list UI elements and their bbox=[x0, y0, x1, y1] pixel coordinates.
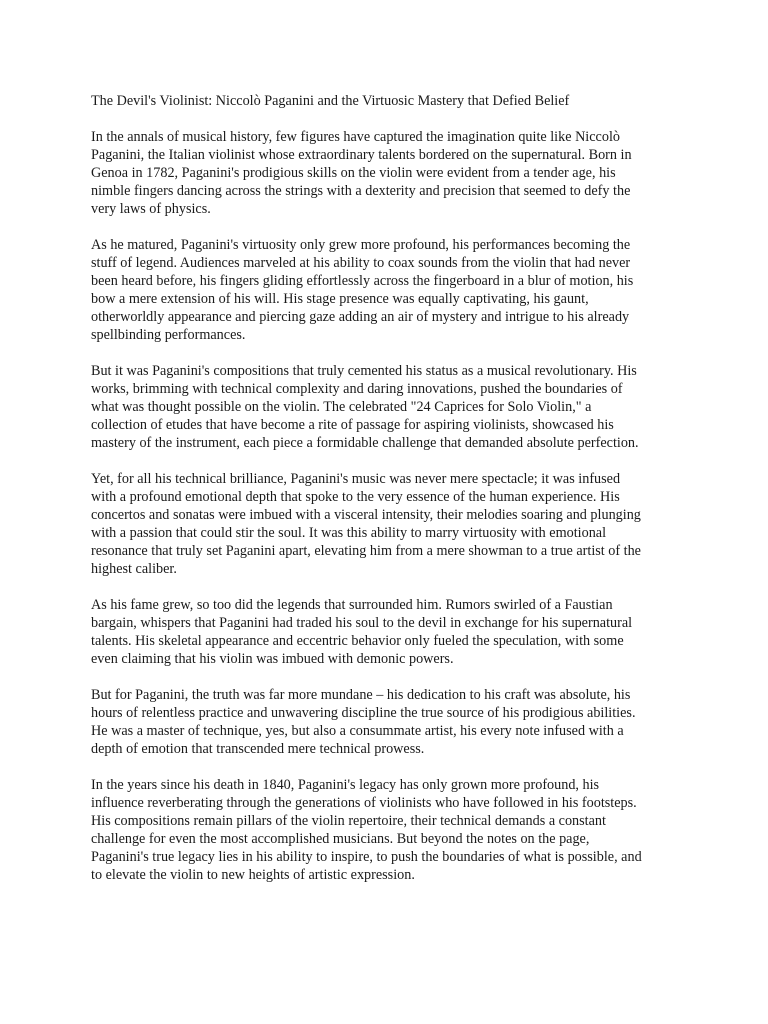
text-line: depth of emotion that transcended mere technical prowess. bbox=[91, 741, 425, 757]
text-line: to elevate the violin to new heights of artistic expression. bbox=[91, 867, 415, 883]
text-line: otherworldly appearance and piercing gaze adding an air of mystery and intrigue to his already bbox=[91, 309, 630, 325]
text-line: As his fame grew, so too did the legends that surrounded him. Rumors swirled of a Faustian bbox=[91, 597, 613, 613]
text-line: In the annals of musical history, few figures have captured the imagination quite like Niccolò bbox=[91, 129, 620, 145]
document-body bbox=[91, 128, 681, 884]
text-line: works, brimming with technical complexity and daring innovations, pushed the boundaries of bbox=[91, 381, 623, 397]
text-line: with a profound emotional depth that spoke to the very essence of the human experience. His bbox=[91, 489, 620, 505]
document-title: The Devil's Violinist: Niccolò Paganini and the Virtuosic Mastery that Defied Belief bbox=[91, 93, 570, 109]
text-line: concertos and sonatas were imbued with a visceral intensity, their melodies soaring and plunging bbox=[91, 507, 641, 523]
paragraph-2 bbox=[91, 236, 681, 344]
text-line: resonance that truly set Paganini apart, elevating him from a mere showman to a true artist of the bbox=[91, 543, 641, 559]
text-line: nimble fingers dancing across the strings with a dexterity and precision that seemed to defy the bbox=[91, 183, 631, 199]
text-line: He was a master of technique, yes, but also a consummate artist, his every note infused with a bbox=[91, 723, 624, 739]
paragraph-3 bbox=[91, 362, 681, 452]
text-line: bargain, whispers that Paganini had traded his soul to the devil in exchange for his supernatural bbox=[91, 615, 633, 631]
text-line: As he matured, Paganini's virtuosity only grew more profound, his performances becoming the bbox=[91, 237, 631, 253]
text-line: Paganini, the Italian violinist whose extraordinary talents bordered on the supernatural. Born in bbox=[91, 147, 632, 163]
text-line: hours of relentless practice and unwavering discipline the true source of his prodigious abilities. bbox=[91, 705, 636, 721]
text-line: stuff of legend. Audiences marveled at his ability to coax sounds from the violin that had never bbox=[91, 255, 631, 271]
text-line: Yet, for all his technical brilliance, Paganini's music was never mere spectacle; it was infused bbox=[91, 471, 621, 487]
text-line: talents. His skeletal appearance and eccentric behavior only fueled the speculation, with some bbox=[91, 633, 624, 649]
paragraph-6 bbox=[91, 686, 681, 758]
text-line: been heard before, his fingers gliding effortlessly across the fingerboard in a blur of motion, his bbox=[91, 273, 634, 289]
text-line: very laws of physics. bbox=[91, 201, 211, 217]
text-line: even claiming that his violin was imbued with demonic powers. bbox=[91, 651, 454, 667]
text-line: His compositions remain pillars of the violin repertoire, their technical demands a constant bbox=[91, 813, 606, 829]
text-line: challenge for even the most accomplished musicians. But beyond the notes on the page, bbox=[91, 831, 590, 847]
text-line: Genoa in 1782, Paganini's prodigious skills on the violin were evident from a tender age, his bbox=[91, 165, 616, 181]
paragraph-1 bbox=[91, 128, 681, 218]
text-line: highest caliber. bbox=[91, 561, 177, 577]
text-line: But it was Paganini's compositions that truly cemented his status as a musical revolutionary. His bbox=[91, 363, 637, 379]
text-line: Paganini's true legacy lies in his ability to inspire, to push the boundaries of what is possible, and bbox=[91, 849, 642, 865]
document-page bbox=[91, 92, 681, 902]
text-line: collection of etudes that have become a rite of passage for aspiring violinists, showcased his bbox=[91, 417, 614, 433]
paragraph-5 bbox=[91, 596, 681, 668]
text-line: influence reverberating through the generations of violinists who have followed in his footsteps. bbox=[91, 795, 637, 811]
text-line: with a passion that could stir the soul. It was this ability to marry virtuosity with emotional bbox=[91, 525, 607, 541]
text-line: what was thought possible on the violin. The celebrated "24 Caprices for Solo Violin," a bbox=[91, 399, 592, 415]
text-line: In the years since his death in 1840, Paganini's legacy has only grown more profound, his bbox=[91, 777, 600, 793]
text-line: spellbinding performances. bbox=[91, 327, 246, 343]
paragraph-4 bbox=[91, 470, 681, 578]
paragraph-7 bbox=[91, 776, 681, 884]
text-line: mastery of the instrument, each piece a formidable challenge that demanded absolute perfection. bbox=[91, 435, 639, 451]
text-line: bow a mere extension of his will. His stage presence was equally captivating, his gaunt, bbox=[91, 291, 589, 307]
text-line: But for Paganini, the truth was far more mundane – his dedication to his craft was absolute, his bbox=[91, 687, 631, 703]
